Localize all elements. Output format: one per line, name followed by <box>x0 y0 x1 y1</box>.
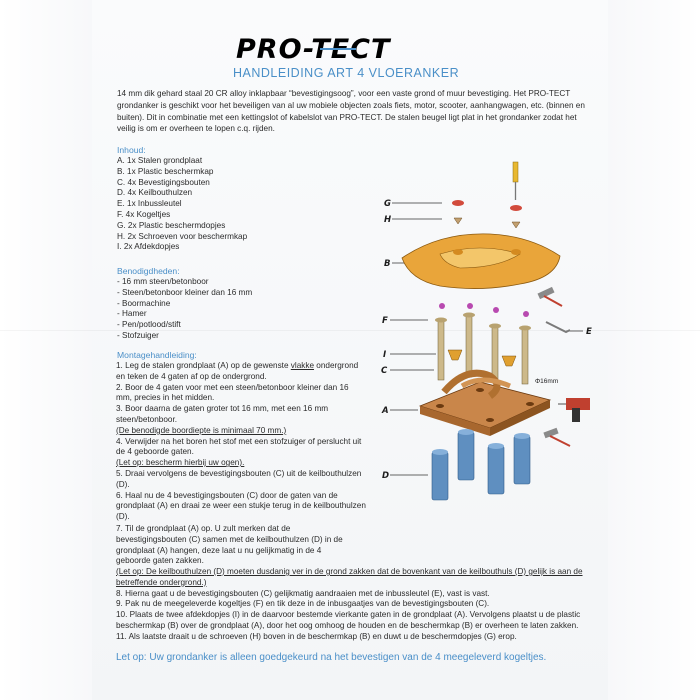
cover-caps-icon <box>448 350 516 366</box>
label-e: E <box>586 327 592 337</box>
list-item: - Hamer <box>117 309 147 319</box>
step-9: 9. Pak nu de meegeleverde kogeltjes (F) en tik deze in de inbusgaatjes van de bevestigingsbouten (C). <box>116 599 490 609</box>
label-f: F <box>382 316 388 326</box>
hammer-icon-small <box>543 428 570 446</box>
label-d: D <box>382 471 390 481</box>
list-item: - Boormachine <box>117 298 171 308</box>
hammer-icon <box>537 287 562 306</box>
list-item: - Pen/potlood/stift <box>117 320 181 330</box>
intro-paragraph: 14 mm dik gehard staal 20 CR alloy inklapbaar “bevestigingsoog”, voor een vaste grond of muur bevestiging. Het PRO-TECT grondanker is geschikt voor het beveiligen van al uw mobiele objecten zoals fiets, motor, scooter, aanhangwagen, etc. (binnen en buiten). Dit in combinatie met een kettingslot of kabelslot van PRO-TECT. De stalen beugel ligt plat in het grondanker zodat het veilig is om er overheen te lopen c.q. rijden. <box>117 89 585 134</box>
hex-key-icon <box>546 322 570 332</box>
step-7: 7. Til de grondplaat (A) op. U zult merken dat de bevestigingsbouten (C) samen met de keilbouthulzen (D) in de grondplaat (A) hangen, deze laat u nu gelijkmatig in de 4 geboorde gaten zakken. <box>116 524 343 566</box>
step-6: 6. Haal nu de 4 bevestigingsbouten (C) door de gaten van de grondplaat (A) en draai ze weer een stukje terug in de keilbouthulzen (D). <box>116 490 366 522</box>
step-10: 10. Plaats de twee afdekdopjes (I) in de daarvoor bestemde vierkante gaten in de grondplaat (A). Vervolgens plaatst u de plastic beschermkap (B) over de grondplaat (A), door het oog omhoog de houden en de beschermkap (B) er overheen te laten zakken. <box>116 610 581 630</box>
list-item: H. 2x Schroeven voor beschermkap <box>117 231 248 241</box>
list-item: C. 4x Bevestigingsbouten <box>117 177 210 187</box>
protective-caps-icon <box>452 200 522 228</box>
screwdriver-icon <box>513 162 518 200</box>
warning-note: Let op: Uw grondanker is alleen goedgekeurd na het bevestigen van de 4 meegeleverd kogeltjes. <box>116 652 547 663</box>
list-item: - 16 mm steen/betonboor <box>117 277 209 286</box>
brand-logo-text: PRO-TECT <box>236 34 391 64</box>
list-item: D. 4x Keilbouthulzen <box>117 188 193 198</box>
list-item: - Stofzuiger <box>117 330 159 340</box>
assembly-step-7-start <box>116 524 356 567</box>
step-8: 8. Hierna gaat u de bevestigingsbouten (C) gelijkmatig aandraaien met de inbussleutel (E), vast is vast. <box>116 588 490 598</box>
anchor-sleeves-icon <box>432 429 530 500</box>
list-item: E. 1x Inbussleutel <box>117 199 182 209</box>
anchor-plate-icon <box>420 373 550 436</box>
label-b: B <box>384 259 391 269</box>
assembly-heading: Montagehandleiding: <box>117 350 197 360</box>
label-a: A <box>382 406 389 416</box>
label-c: C <box>381 366 388 376</box>
steel-balls-icon <box>439 303 529 317</box>
contents-heading: Inhoud: <box>117 145 146 155</box>
step-2: 2. Boor de 4 gaten voor met een steen/betonboor kleiner dan 16 mm, precies in het midden. <box>116 382 349 403</box>
brand-logo <box>234 34 474 64</box>
page-title: HANDLEIDING ART 4 VLOERANKER <box>233 66 460 80</box>
assembly-steps-wide <box>116 567 586 643</box>
label-g: G <box>384 199 391 209</box>
contents-list <box>117 156 247 253</box>
exploded-diagram <box>370 160 600 510</box>
list-item: G. 2x Plastic beschermdopjes <box>117 220 226 230</box>
tools-list <box>117 277 252 342</box>
step-1: 1. Leg de stalen grondplaat (A) op de gewenste vlakke ondergrond en teken de 4 gaten af op de ondergrond. <box>116 361 359 381</box>
list-item: I. 2x Afdekdopjes <box>117 242 180 252</box>
step-4: 4. Verwijder na het boren het stof met een stofzuiger of perslucht uit de 4 geboorde gaten. <box>116 436 362 457</box>
list-item: - Steen/betonboor kleiner dan 16 mm <box>117 287 253 297</box>
step-3-note: (De benodigde boordiepte is minimaal 70 mm.) <box>116 425 287 435</box>
tools-heading: Benodigdheden: <box>117 266 180 276</box>
assembly-steps <box>116 361 366 523</box>
label-i: I <box>383 350 387 360</box>
drill-size-label: Φ16mm <box>535 378 559 385</box>
drill-icon <box>558 398 590 422</box>
protective-cover-icon <box>402 234 560 289</box>
paper-edge-right <box>608 0 700 700</box>
step-3: 3. Boor daarna de gaten groter tot 16 mm, met een 16 mm steen/betonboor. <box>116 404 329 424</box>
list-item: F. 4x Kogeltjes <box>117 209 171 219</box>
label-h: H <box>384 215 392 225</box>
list-item: A. 1x Stalen grondplaat <box>117 156 203 165</box>
step-4-note: (Let op: bescherm hierbij uw ogen). <box>116 458 245 468</box>
paper-edge-left <box>0 0 92 700</box>
step-5: 5. Draai vervolgens de bevestigingsbouten (C) uit de keilbouthulzen (D). <box>116 468 362 489</box>
step-7-note: (Let op: De keilbouthulzen (D) moeten dusdanig ver in de grond zakken dat de bovenkant van de keilbouthuls (D) gelijk is aan de betreffende ondergrond.) <box>116 567 583 587</box>
list-item: B. 1x Plastic beschermkap <box>117 166 214 176</box>
step-11: 11. Als laatste draait u de schroeven (H) boven in de beschermkap (B) en duwt u de beschermdopjes (G) erop. <box>116 631 517 641</box>
